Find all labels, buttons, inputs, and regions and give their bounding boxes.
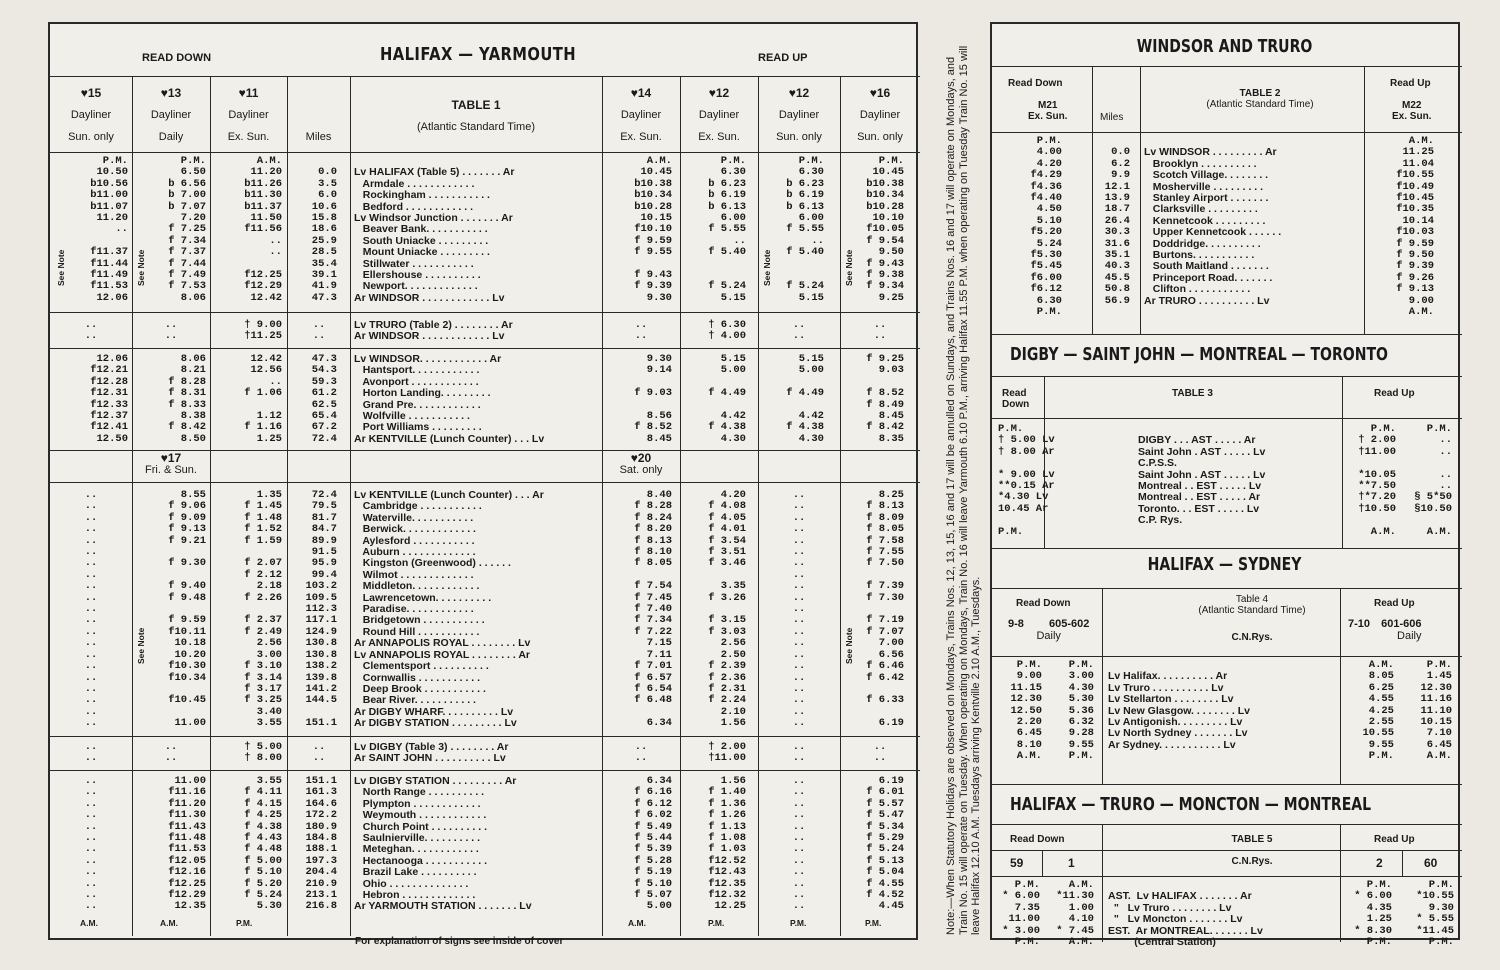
sec2-miles: .. .. (312, 319, 326, 343)
sec5-train13: .. .. (164, 741, 178, 765)
halifax-yarmouth-table (48, 22, 918, 940)
sec3-miles: 47.3 54.3 59.3 61.2 62.5 65.4 67.2 72.4 (311, 353, 337, 445)
see-note-5: See Note (136, 627, 146, 664)
sec4-train17: 8.55 f 9.06 f 9.09 f 9.13 f 9.21 f 9.30 f 9.40 f 9.48 f 9.59 f10.11 10.18 10.20 f10.30 f10.34 f10.45 11.00 (168, 489, 206, 730)
footer-note: For explanation of signs see inside of cover (355, 936, 564, 947)
t2-miles-head: Miles (1100, 112, 1124, 123)
sec3-train15: 12.06 f12.21 f12.28 f12.31 f12.33 f12.37 f12.41 12.50 (90, 353, 128, 445)
t5-train-1: 1 (1068, 856, 1075, 870)
sec5-miles: .. .. (312, 741, 326, 765)
sec6-train12-sun: .. .. .. .. .. .. .. .. .. .. .. .. (792, 775, 806, 913)
sec6-train15: .. .. .. .. .. .. .. .. .. .. .. .. (84, 775, 98, 913)
see-note-6: See Note (844, 627, 854, 664)
t5-train-59: 59 (1010, 856, 1024, 870)
miles-header: Miles (305, 131, 332, 143)
sec6-train12: 1.56 f 1.40 f 1.36 f 1.26 f 1.13 f 1.08 f 1.03 f12.52 f12.43 f12.35 f12.32 12.25 (708, 775, 746, 913)
t5-read-down: Read Down (1010, 834, 1065, 845)
t5-stations: AST. Lv HALIFAX . . . . . . . Ar " Lv Truro . . . . . . . . Lv " Lv Moncton . . . . . . . Lv EST. Ar MONTREAL. . . . . . . Lv (Central Station) (1108, 890, 1263, 949)
sec3-train16: f 9.25 9.03 f 8.52 f 8.49 8.45 f 8.42 8.35 (866, 353, 904, 445)
sec6-miles: 151.1 161.3 164.6 172.2 180.9 184.8 188.1 197.3 204.4 210.9 213.1 216.8 (305, 775, 337, 913)
see-note-2: See Note (136, 249, 146, 286)
sec1-train12-sun: P.M. 6.30 b 6.23 b 6.19 b 6.13 6.00 f 5.55 .. f 5.40 f 5.24 5.15 (786, 155, 824, 304)
sec1-train15: P.M. 10.50 b10.56 b11.00 b11.07 11.20 .. f11.37 f11.44 f11.49 f11.53 12.06 (90, 155, 128, 304)
sec3-train12: 5.15 5.00 f 4.49 4.42 f 4.38 4.30 (708, 353, 746, 445)
sec6-train16: 6.19 f 6.01 f 5.57 f 5.47 f 5.34 f 5.29 f 5.24 f 5.13 f 5.04 f 4.55 f 4.52 4.45 (866, 775, 904, 913)
sec5-stations: Lv DIGBY (Table 3) . . . . . . . . Ar Ar SAINT JOHN . . . . . . . . . . Lv (354, 741, 509, 765)
train-14-header: ♥14 Dayliner Ex. Sun. (620, 86, 662, 143)
t5-railway: C.N.Rys. (1231, 856, 1273, 867)
t4-up-2: P.M. 1.45 12.30 11.16 11.10 10.15 7.10 6.45 A.M. (1420, 659, 1452, 763)
t5-up-2: P.M. * 6.00 4.35 1.25 * 8.30 P.M. (1354, 879, 1392, 949)
ampm-13: A.M. (160, 918, 178, 928)
sec5-train14: .. .. (634, 741, 648, 765)
train-12-sun-header: ♥12 Dayliner Sun. only (776, 86, 822, 143)
read-down-label: READ DOWN (142, 52, 212, 64)
t4-up-1: A.M. 8.05 6.25 4.55 4.25 2.55 10.55 9.55 P.M. (1362, 659, 1394, 763)
holiday-note: Note:—When Statutory Holidays are observed on Mondays, Trains Nos. 12, 13, 15, 16 and 17 will be annulled on Sundays, and Trains Nos. 16 and 17 will operate on Mondays, and Train No. 15 will operate on Tuesday. When operating on Mondays, Train No. 16 will leave Yarmouth 6.10 P.M., arriving Halifax 11.55 P.M. when operating on Tuesday Train No. 15 will leave Halifax 12.10 A.M. Tuesdays arriving Kentville 2.10 A.M., Tuesdays. (945, 45, 982, 935)
t2-read-up: Read Up (1390, 78, 1431, 89)
t2-up-times: A.M. 11.25 11.04 f10.55 f10.49 f10.45 f10.35 10.14 f10.03 f 9.59 f 9.50 f 9.39 f 9.26 f 9.13 9.00 A.M. (1396, 135, 1434, 319)
sec4-train12: 4.20 f 4.08 f 4.05 f 4.01 f 3.54 f 3.51 f 3.46 3.35 f 3.26 f 3.15 f 3.03 2.56 2.50 f 2.39 f 2.36 f 2.31 f 2.24 2.10 1.56 (708, 489, 746, 730)
train-17-header: ♥17 Fri. & Sun. (145, 451, 197, 476)
t4-railway: C.N.Rys. (1231, 632, 1273, 643)
sec4-train20: 8.40 f 8.28 f 8.24 f 8.20 f 8.13 f 8.10 f 8.05 f 7.54 f 7.45 f 7.40 f 7.34 f 7.22 7.15 7.11 f 7.01 f 6.57 f 6.54 f 6.48 6.34 (634, 489, 672, 730)
t4-stations: Lv Halifax. . . . . . . . . . Ar Lv Truro . . . . . . . . . . Lv Lv Stellarton . . . . . . . . Lv Lv New Glasgow. . . . . . . . Lv Lv Antigonish. . . . . . . . . Lv Lv North Sydney . . . . . . . Lv Ar Sydney. . . . . . . . . . . Lv (1108, 670, 1250, 751)
t4-down-1: P.M. 9.00 11.15 12.30 12.50 2.20 6.45 8.10 A.M. (1010, 659, 1042, 763)
sec5-train12-sun: .. .. (792, 741, 806, 765)
train-15-header: ♥15 Dayliner Sun. only (68, 86, 114, 143)
t2-miles: 0.0 6.2 9.9 12.1 13.9 18.7 26.4 30.3 31.6 35.1 40.3 45.5 50.8 56.9 (1104, 146, 1130, 307)
sec1-train12: P.M. 6.30 b 6.23 b 6.19 b 6.13 6.00 f 5.55 .. f 5.40 f 5.24 5.15 (708, 155, 746, 304)
sec1-train11: A.M. 11.20 b11.26 b11.30 b11.37 11.50 f11.56 .. .. f12.25 f12.29 12.42 (244, 155, 282, 304)
train-13-header: ♥13 Dayliner Daily (150, 86, 192, 143)
t5-up-60: P.M. *10.55 9.30 * 5.55 *11.45 P.M. (1416, 879, 1454, 949)
train-20-header: ♥20 Sat. only (619, 451, 663, 476)
t5-table: TABLE 5 (1231, 834, 1273, 845)
t5-train-2: 2 (1376, 856, 1383, 870)
table3-title: DIGBY — SAINT JOHN — MONTREAL — TORONTO (1010, 344, 1389, 365)
t4-table-head: Table 4 (Atlantic Standard Time) (1198, 594, 1306, 616)
table5-title: HALIFAX — TRURO — MONCTON — MONTREAL (1010, 794, 1372, 815)
t4-read-down: Read Down (1016, 598, 1071, 609)
t2-stations: Lv WINDSOR . . . . . . . . . Ar Brooklyn . . . . . . . . . . Scotch Village. . . . . . . . Mosherville . . . . . . . . . Stanley Airport . . . . . . . Clarksville . . . . . . . . . Kennetcook . . . . . . . . . Upper Kennetcook . . . . . . Doddridge. . . . . . . . . . Burtons. . . . . . . . . . . South Maitland . . . . . . . Princeport Road. . . . . . . Clifton . . . . . . . . . . . Ar TRURO . . . . . . . . . . Lv (1144, 146, 1282, 307)
ampm-15: A.M. (80, 918, 98, 928)
table4-title: HALIFAX — SYDNEY (1148, 554, 1302, 575)
right-tables (990, 22, 1460, 949)
t2-down-times: P.M. 4.00 4.20 f4.29 f4.36 f4.40 4.50 5.10 f5.20 5.24 f5.30 f5.45 f6.00 f6.12 6.30 P.M. (1030, 135, 1062, 319)
train-12-header: ♥12 Dayliner Ex. Sun. (698, 86, 740, 143)
sec5-train15: .. .. (84, 741, 98, 765)
t4-down-trains: 9-8 605-602 Daily (1008, 618, 1090, 642)
table2-title: WINDSOR AND TRURO (1137, 36, 1313, 57)
read-up-label: READ UP (758, 52, 808, 64)
see-note-4: See Note (844, 249, 854, 286)
t3-table: TABLE 3 (1172, 388, 1213, 399)
t2-train-m21: M21 Ex. Sun. (1028, 100, 1068, 122)
sec6-stations: Lv DIGBY STATION . . . . . . . . . Ar North Range . . . . . . . . . . Plympton . . . . . . . . . . . . Weymouth . . . . . . . . . . . . Church Point . . . . . . . . . . Saulnierville. . . . . . . . . . Meteghan. . . . . . . . . . . . Hectanooga . . . . . . . . . . . Brazil Lake . . . . . . . . . . Ohio . . . . . . . . . . . . . . Hebron . . . . . . . . . . . . . Ar YARMOUTH STATION . . . . . . . Lv (354, 775, 532, 913)
t5-down-59: P.M. * 6.00 7.35 11.00 * 3.00 P.M. (1002, 879, 1040, 949)
sec2-train16: .. .. (873, 319, 887, 343)
sec2-train11: † 9.00 †11.25 (244, 319, 282, 343)
t4-read-up: Read Up (1374, 598, 1415, 609)
train-11-header: ♥11 Dayliner Ex. Sun. (227, 86, 270, 143)
ampm-16: P.M. (865, 918, 882, 928)
sec5-train16: .. .. (873, 741, 887, 765)
see-note-3: See Note (762, 249, 772, 286)
t3-up-times-1: P.M. † 2.00 †11.00 *10.05 **7.50 †*7.20 †10.50 A.M. (1358, 423, 1396, 538)
sec5-train12: † 2.00 †11.00 (708, 741, 746, 765)
t3-read-up: Read Up (1374, 388, 1415, 399)
sec3-train13: 8.06 8.21 f 8.28 f 8.31 f 8.33 8.38 f 8.42 8.50 (168, 353, 206, 445)
table-1-header: TABLE 1 (Atlantic Standard Time) (417, 98, 535, 133)
t5-read-up: Read Up (1374, 834, 1415, 845)
t3-read-down: Read Down (1002, 388, 1030, 410)
sec5-train11: † 5.00 † 8.00 (244, 741, 282, 765)
table-title: HALIFAX — YARMOUTH (380, 44, 576, 65)
sec4-train15: .. .. .. .. .. .. .. .. .. .. .. .. .. .. .. .. .. .. .. .. .. (84, 489, 98, 730)
sec2-train13: .. .. (164, 319, 178, 343)
sec3-stations: Lv WINDSOR. . . . . . . . . . . . Ar Hantsport. . . . . . . . . . . . Avonport . . . . . . . . . . . . Horton Landing. . . . . . . . . Grand Pre. . . . . . . . . . . . Wolfville . . . . . . . . . . . Port Williams . . . . . . . . . Ar KENTVILLE (Lunch Counter) . . . Lv (354, 353, 545, 445)
sec6-train11: 3.55 f 4.11 f 4.15 f 4.25 f 4.38 f 4.43 f 4.48 f 5.00 f 5.10 f 5.20 f 5.24 5.30 (244, 775, 282, 913)
t5-train-60: 60 (1424, 856, 1438, 870)
t4-up-trains: 7-10 601-606 Daily (1348, 618, 1422, 642)
sec1-train13: P.M. 6.50 b 6.56 b 7.00 b 7.07 7.20 f 7.25 f 7.34 f 7.37 f 7.44 f 7.49 f 7.53 8.06 (168, 155, 206, 304)
t4-down-2: P.M. 3.00 4.30 5.30 5.36 6.32 9.28 9.55 P.M. (1068, 659, 1094, 763)
sec2-stations: Lv TRURO (Table 2) . . . . . . . . Ar Ar WINDSOR . . . . . . . . . . . . Lv (354, 319, 513, 343)
t3-stations: DIGBY . . . AST . . . . . Ar Saint John . AST . . . . . Lv C.P.S.S. Saint John . AST . . . . . Lv Montreal . . EST . . . . . Lv Montreal . . EST . . . . . Ar Toronto. . . EST . . . . . Lv C.P. Rys. (1138, 434, 1266, 527)
sec2-train12-sun: .. .. (792, 319, 806, 343)
t5-down-1: A.M. *11.30 1.00 4.10 * 7.45 A.M. (1056, 879, 1094, 949)
ampm-12-sun: P.M. (790, 918, 807, 928)
sec3-train12-sun: 5.15 5.00 f 4.49 4.42 f 4.38 4.30 (786, 353, 824, 445)
t2-train-m22: M22 Ex. Sun. (1392, 100, 1432, 122)
t2-read-down: Read Down (1008, 78, 1063, 89)
sec3-train14: 9.30 9.14 f 9.03 8.56 f 8.52 8.45 (634, 353, 672, 445)
sec6-train14: 6.34 f 6.16 f 6.12 f 6.02 f 5.49 f 5.44 f 5.39 f 5.28 f 5.19 f 5.10 f 5.07 5.00 (634, 775, 672, 913)
sec2-train14: .. .. (634, 319, 648, 343)
sec1-stations: Lv HALIFAX (Table 5) . . . . . . . Ar Armdale . . . . . . . . . . . . Rockingham . . . . . . . . . . . Bedford . . . . . . . . . . . . Lv Windsor Junction . . . . . . . Ar Beaver Bank. . . . . . . . . . . South Uniacke . . . . . . . . . Mount Uniacke . . . . . . . . . Stillwater . . . . . . . . . . . Ellershouse . . . . . . . . . . Newport. . . . . . . . . . . . . Ar WINDSOR . . . . . . . . . . . . Lv (354, 166, 515, 304)
train-16-header: ♥16 Dayliner Sun. only (857, 86, 903, 143)
sec1-train14: A.M. 10.45 b10.38 b10.34 b10.28 10.15 f10.10 f 9.59 f 9.55 f 9.43 f 9.39 9.30 (634, 155, 672, 304)
sec1-miles: 0.0 3.5 6.0 10.6 15.8 18.6 25.9 28.5 35.4 39.1 41.9 47.3 (311, 166, 337, 304)
sec4-miles: 72.4 79.5 81.7 84.7 89.9 91.5 95.9 99.4 103.2 109.5 112.3 117.1 124.9 130.8 130.8 138.2 139.8 141.2 144.5 151.1 (305, 489, 337, 730)
sec4-train12-sun: .. .. .. .. .. .. .. .. .. .. .. .. .. .. .. .. .. .. .. .. .. (792, 489, 806, 730)
see-note-1: See Note (56, 249, 66, 286)
sec4-train11: 1.35 f 1.45 f 1.48 f 1.52 f 1.59 f 2.07 f 2.12 2.18 f 2.26 f 2.37 f 2.49 2.56 3.00 f 3.10 f 3.14 f 3.17 f 3.25 3.40 3.55 (244, 489, 282, 730)
ampm-11: P.M. (236, 918, 253, 928)
ampm-12: P.M. (708, 918, 725, 928)
sec4-train16: 8.25 f 8.13 f 8.09 f 8.05 f 7.58 f 7.55 f 7.50 f 7.39 f 7.30 f 7.19 f 7.07 7.00 6.56 f 6.46 f 6.42 f 6.33 6.19 (866, 489, 904, 730)
sec4-stations: Lv KENTVILLE (Lunch Counter) . . . Ar Cambridge . . . . . . . . . . . Waterville. . . . . . . . . . . Berwick. . . . . . . . . . . . . Aylesford . . . . . . . . . . . Auburn . . . . . . . . . . . . . Kingston (Greenwood) . . . . . . Wilmot . . . . . . . . . . . . . Middleton. . . . . . . . . . . . Lawrencetown. . . . . . . . . . Paradise. . . . . . . . . . . . Bridgetown . . . . . . . . . . . Round Hill . . . . . . . . . . . Ar ANNAPOLIS ROYAL . . . . . . . . Lv Lv ANNAPOLIS ROYAL . . . . . . . . Ar Clementsport . . . . . . . . . . Cornwallis . . . . . . . . . . . Deep Brook . . . . . . . . . . . Bear River. . . . . . . . . . . Ar DIGBY WHARF. . . . . . . . . . Lv Ar DIGBY STATION . . . . . . . . . Lv (354, 489, 544, 730)
sec3-train11: 12.42 12.56 .. f 1.06 1.12 f 1.16 1.25 (244, 353, 282, 445)
sec6-train13: 11.00 f11.16 f11.20 f11.30 f11.43 f11.48 f11.53 f12.05 f12.16 f12.25 f12.29 12.35 (168, 775, 206, 913)
sec2-train12: † 6.30 † 4.00 (708, 319, 746, 343)
sec1-train16: P.M. 10.45 b10.38 b10.34 b10.28 10.10 f10.05 f 9.54 9.50 f 9.43 f 9.38 f 9.34 9.25 (866, 155, 904, 304)
ampm-14: A.M. (628, 918, 646, 928)
t3-up-times-2: P.M. .. .. .. .. § 5*50 §10.50 A.M. (1414, 423, 1452, 538)
t2-table-head: TABLE 2 (Atlantic Standard Time) (1206, 88, 1314, 110)
sec2-train15: .. .. (84, 319, 98, 343)
t3-down-times: P.M. † 5.00 Lv † 8.00 Ar * 9.00 Lv **0.15 Ar *4.30 Lv 10.45 Ar P.M. (998, 423, 1055, 538)
